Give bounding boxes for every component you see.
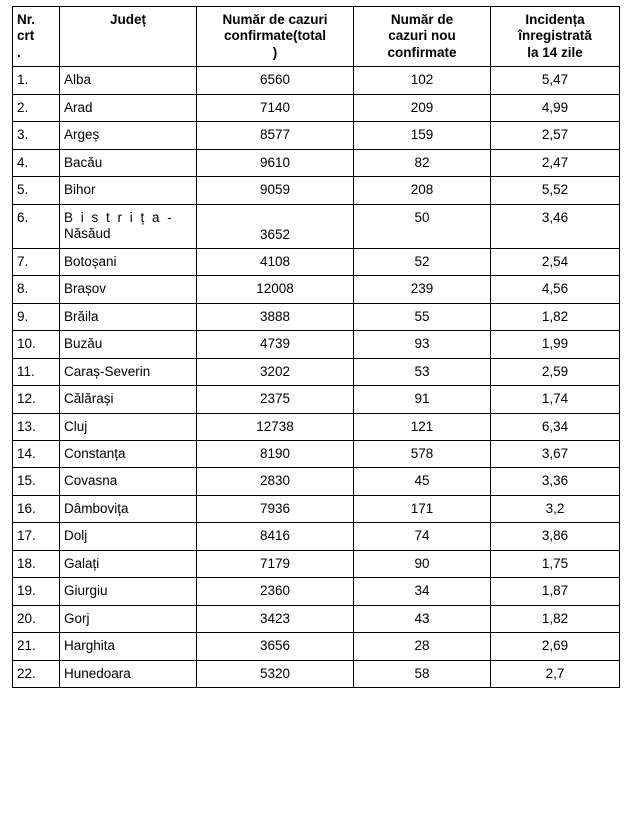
column-header-total-line1: Număr de cazuri (222, 12, 328, 27)
cell-incidenta: 2,59 (491, 358, 620, 385)
cell-judet: Buzău (60, 331, 197, 358)
column-header-incidenta-line2: înregistrată (518, 28, 592, 44)
cell-total-confirmate: 3202 (197, 358, 354, 385)
cell-total-confirmate: 7140 (197, 94, 354, 121)
column-header-nr-line2: crt (17, 28, 35, 44)
cell-incidenta: 1,99 (491, 331, 620, 358)
table-row (13, 67, 620, 94)
cell-total-confirmate: 9610 (197, 149, 354, 176)
cell-nr-crt: 14. (13, 440, 60, 467)
cell-total-confirmate: 12008 (197, 276, 354, 303)
cell-total-confirmate: 8416 (197, 523, 354, 550)
cell-cazuri-noi: 93 (354, 331, 491, 358)
cell-incidenta: 2,47 (491, 149, 620, 176)
cell-incidenta: 3,36 (491, 468, 620, 495)
cell-total-confirmate: 3888 (197, 303, 354, 330)
cell-incidenta: 5,52 (491, 177, 620, 204)
cell-incidenta: 2,57 (491, 122, 620, 149)
cell-incidenta: 1,74 (491, 386, 620, 413)
cell-nr-crt: 7. (13, 248, 60, 275)
cell-cazuri-noi: 171 (354, 495, 491, 522)
cell-incidenta: 1,82 (491, 605, 620, 632)
cell-judet-line2: Năsăud (64, 226, 111, 242)
table-row (13, 358, 620, 385)
cell-judet: Covasna (60, 468, 197, 495)
cell-nr-crt: 18. (13, 550, 60, 577)
column-header-total-confirmate (197, 7, 354, 67)
table-header-row (13, 7, 620, 67)
table-row (13, 413, 620, 440)
table-row (13, 248, 620, 275)
cell-judet: Hunedoara (60, 660, 197, 687)
cell-judet: Constanța (60, 440, 197, 467)
cell-judet: Giurgiu (60, 578, 197, 605)
cell-cazuri-noi: 159 (354, 122, 491, 149)
cell-incidenta: 1,82 (491, 303, 620, 330)
cell-nr-crt: 9. (13, 303, 60, 330)
cell-nr-crt: 1. (13, 67, 60, 94)
cell-total-confirmate: 3656 (197, 633, 354, 660)
cell-total-confirmate: 4108 (197, 248, 354, 275)
cell-incidenta: 6,34 (491, 413, 620, 440)
cell-judet: Galați (60, 550, 197, 577)
cell-nr-crt: 19. (13, 578, 60, 605)
cell-incidenta: 4,56 (491, 276, 620, 303)
table-row (13, 276, 620, 303)
table-body (13, 67, 620, 688)
cell-total-confirmate: 7936 (197, 495, 354, 522)
table-row (13, 331, 620, 358)
cell-total-confirmate: 8190 (197, 440, 354, 467)
column-header-cazuri-noi (354, 7, 491, 67)
cell-judet: Brașov (60, 276, 197, 303)
cell-judet: Caraș-Severin (60, 358, 197, 385)
cell-nr-crt: 10. (13, 331, 60, 358)
column-header-incidenta-line3: la 14 zile (527, 44, 583, 60)
cell-cazuri-noi: 50 (354, 204, 491, 248)
cell-incidenta: 3,46 (491, 204, 620, 248)
cell-nr-crt: 3. (13, 122, 60, 149)
table-row (13, 468, 620, 495)
table-row (13, 204, 620, 248)
table-row (13, 660, 620, 687)
table-row (13, 386, 620, 413)
cell-cazuri-noi: 55 (354, 303, 491, 330)
cell-cazuri-noi: 43 (354, 605, 491, 632)
cell-incidenta: 2,54 (491, 248, 620, 275)
cell-nr-crt: 20. (13, 605, 60, 632)
column-header-incidenta (491, 7, 620, 67)
cell-nr-crt: 22. (13, 660, 60, 687)
cell-judet: Bihor (60, 177, 197, 204)
column-header-incidenta-line1: Incidența (525, 12, 585, 27)
cell-cazuri-noi: 102 (354, 67, 491, 94)
cell-nr-crt: 5. (13, 177, 60, 204)
cell-total-confirmate: 7179 (197, 550, 354, 577)
cell-judet: Botoșani (60, 248, 197, 275)
cell-judet: Gorj (60, 605, 197, 632)
cell-incidenta: 2,7 (491, 660, 620, 687)
cell-incidenta: 3,67 (491, 440, 620, 467)
column-header-nr-crt (13, 7, 60, 67)
cell-incidenta: 1,87 (491, 578, 620, 605)
cell-judet: Argeș (60, 122, 197, 149)
cell-total-confirmate: 6560 (197, 67, 354, 94)
cell-judet-line1: B i s t r i ț a - (64, 209, 174, 225)
cell-cazuri-noi: 121 (354, 413, 491, 440)
cell-nr-crt: 13. (13, 413, 60, 440)
cell-cazuri-noi: 58 (354, 660, 491, 687)
table-row (13, 94, 620, 121)
cell-nr-crt: 11. (13, 358, 60, 385)
table-row (13, 177, 620, 204)
cell-incidenta: 1,75 (491, 550, 620, 577)
column-header-total-line2: confirmate(total (223, 28, 326, 44)
cell-nr-crt: 15. (13, 468, 60, 495)
cell-nr-crt: 8. (13, 276, 60, 303)
table-row (13, 578, 620, 605)
table-row (13, 550, 620, 577)
cell-cazuri-noi: 52 (354, 248, 491, 275)
cell-nr-crt: 16. (13, 495, 60, 522)
cell-cazuri-noi: 74 (354, 523, 491, 550)
cell-judet: Dolj (60, 523, 197, 550)
cell-nr-crt: 4. (13, 149, 60, 176)
table-row (13, 605, 620, 632)
cell-nr-crt: 2. (13, 94, 60, 121)
table-row (13, 122, 620, 149)
cell-cazuri-noi: 90 (354, 550, 491, 577)
cell-judet: Brăila (60, 303, 197, 330)
cell-incidenta: 5,47 (491, 67, 620, 94)
cell-judet (60, 204, 197, 248)
table-row (13, 523, 620, 550)
cell-incidenta: 4,99 (491, 94, 620, 121)
cell-total-confirmate: 12738 (197, 413, 354, 440)
covid-cases-table (12, 6, 620, 688)
table-row (13, 149, 620, 176)
cell-cazuri-noi: 28 (354, 633, 491, 660)
cell-incidenta: 2,69 (491, 633, 620, 660)
cell-cazuri-noi: 82 (354, 149, 491, 176)
cell-cazuri-noi: 53 (354, 358, 491, 385)
cell-total-confirmate: 2375 (197, 386, 354, 413)
column-header-total-line3: ) (272, 44, 278, 60)
cell-judet: Bacău (60, 149, 197, 176)
cell-total-confirmate: 5320 (197, 660, 354, 687)
cell-cazuri-noi: 578 (354, 440, 491, 467)
cell-total-confirmate: 3423 (197, 605, 354, 632)
cell-cazuri-noi: 209 (354, 94, 491, 121)
column-header-noi-line1: Număr de (390, 12, 454, 27)
table-row (13, 440, 620, 467)
cell-cazuri-noi: 34 (354, 578, 491, 605)
cell-judet: Cluj (60, 413, 197, 440)
cell-nr-crt: 21. (13, 633, 60, 660)
cell-nr-crt: 6. (13, 204, 60, 248)
cell-judet: Călărași (60, 386, 197, 413)
column-header-judet: Județ (60, 7, 197, 67)
cell-total-confirmate: 2360 (197, 578, 354, 605)
cell-incidenta: 3,2 (491, 495, 620, 522)
cell-cazuri-noi: 91 (354, 386, 491, 413)
table-row (13, 303, 620, 330)
cell-cazuri-noi: 239 (354, 276, 491, 303)
cell-total-confirmate: 9059 (197, 177, 354, 204)
cell-total-confirmate: 4739 (197, 331, 354, 358)
cell-nr-crt: 12. (13, 386, 60, 413)
table-row (13, 495, 620, 522)
cell-judet: Dâmbovița (60, 495, 197, 522)
column-header-noi-line3: confirmate (387, 44, 457, 60)
cell-nr-crt: 17. (13, 523, 60, 550)
column-header-nr-line3: . (17, 44, 21, 60)
cell-cazuri-noi: 208 (354, 177, 491, 204)
cell-total-confirmate: 3652 (197, 204, 354, 248)
cell-total-confirmate: 2830 (197, 468, 354, 495)
cell-cazuri-noi: 45 (354, 468, 491, 495)
column-header-noi-line2: cazuri nou (388, 28, 456, 44)
cell-judet: Arad (60, 94, 197, 121)
cell-judet: Alba (60, 67, 197, 94)
cell-judet: Harghita (60, 633, 197, 660)
table-row (13, 633, 620, 660)
table-header (13, 7, 620, 67)
cell-incidenta: 3,86 (491, 523, 620, 550)
cell-total-confirmate: 8577 (197, 122, 354, 149)
column-header-nr-line1: Nr. (17, 12, 36, 27)
